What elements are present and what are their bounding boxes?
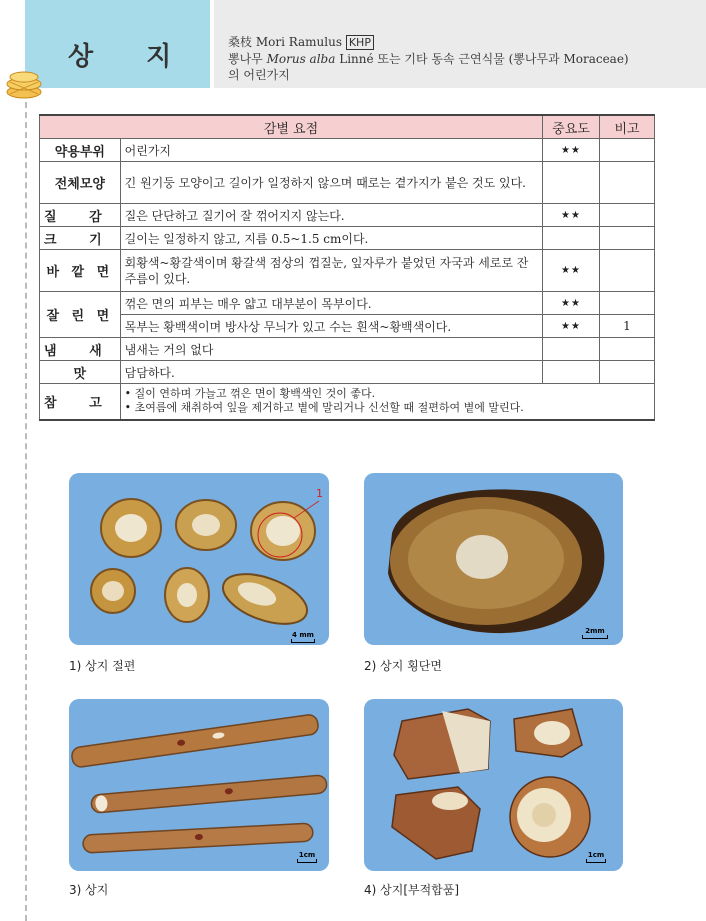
page-title: 상 지 <box>68 42 194 72</box>
figure-caption: 1) 상지 절편 <box>69 659 136 673</box>
importance-stars: ★★ <box>543 292 600 315</box>
photo-branches <box>69 699 329 871</box>
scale-bar <box>586 851 606 863</box>
scale-bar <box>297 851 317 863</box>
scale-label: 1cm <box>587 851 605 859</box>
importance-stars: ★★ <box>543 315 600 338</box>
row-label: 바 깥 면 <box>40 250 121 292</box>
branches-illustration <box>69 699 329 871</box>
table-row <box>40 315 655 338</box>
row-note <box>600 338 655 361</box>
row-note <box>600 139 655 162</box>
table-row <box>40 384 655 420</box>
row-text: 꺾은 면의 피부는 매우 얇고 대부분이 목부이다. <box>120 292 542 315</box>
row-text: 길이는 일정하지 않고, 지름 0.5~1.5 cm이다. <box>120 227 542 250</box>
importance-stars <box>543 162 600 204</box>
table-row <box>40 162 655 204</box>
reference-item: • 질이 연하며 가늘고 꺾은 면이 황백색인 것이 좋다. <box>124 387 376 401</box>
figure-caption: 2) 상지 횡단면 <box>364 659 442 673</box>
row-text: 회황색~황갈색이며 황갈색 점상의 껍질눈, 잎자루가 붙었던 자국과 세로로 잔주름이 있다. <box>120 250 542 292</box>
reference-notes <box>120 384 654 420</box>
cross-section-illustration <box>364 473 623 645</box>
col-header-importance: 중요도 <box>543 115 600 139</box>
scale-label: 2mm <box>585 627 605 635</box>
figure-caption: 4) 상지[부적합품] <box>364 883 460 897</box>
table-row <box>40 292 655 315</box>
scale-line <box>291 639 315 643</box>
row-note: 1 <box>600 315 655 338</box>
importance-stars <box>543 361 600 384</box>
row-note <box>600 361 655 384</box>
table-row <box>40 139 655 162</box>
scale-line <box>586 859 606 863</box>
table-row <box>40 361 655 384</box>
row-label: 냄 새 <box>40 338 121 361</box>
unsuitable-pieces-illustration <box>364 699 623 871</box>
photo-unsuitable-pieces <box>364 699 623 871</box>
figure-caption: 3) 상지 <box>69 883 109 897</box>
table-row <box>40 338 655 361</box>
table-header-row <box>40 115 655 139</box>
species-name: Morus alba <box>266 52 336 66</box>
row-label: 약용부위 <box>40 139 121 162</box>
row-label: 잘 린 면 <box>40 292 121 338</box>
photo-cross-section <box>364 473 623 645</box>
identification-table <box>39 114 655 421</box>
row-text: 담담하다. <box>120 361 542 384</box>
row-note <box>600 292 655 315</box>
herb-name: 桑枝 Mori Ramulus <box>228 35 343 49</box>
row-label: 참 고 <box>40 384 121 420</box>
row-label: 질 감 <box>40 204 121 227</box>
scale-label: 1cm <box>298 851 316 859</box>
row-label: 맛 <box>40 361 121 384</box>
col-header-note: 비고 <box>600 115 655 139</box>
row-text: 긴 원기둥 모양이고 길이가 일정하지 않으며 때로는 곁가지가 붙은 것도 있다. <box>120 162 542 204</box>
col-header-main: 감별 요점 <box>40 115 543 139</box>
table-row <box>40 204 655 227</box>
scale-bar <box>582 627 608 639</box>
header-line-3: 의 어린가지 <box>228 68 290 82</box>
row-note <box>600 227 655 250</box>
importance-stars <box>543 227 600 250</box>
importance-stars: ★★ <box>543 250 600 292</box>
scale-line <box>582 635 608 639</box>
row-text: 어린가지 <box>120 139 542 162</box>
row-text: 목부는 황백색이며 방사상 무늬가 있고 수는 흰색~황백색이다. <box>120 315 542 338</box>
margin-dashed-line <box>25 92 27 921</box>
row-note <box>600 162 655 204</box>
row-note <box>600 204 655 227</box>
importance-stars: ★★ <box>543 139 600 162</box>
plant-family: Linné 또는 기타 동속 근연식물 (뽕나무과 Moraceae) <box>339 52 629 66</box>
row-label: 전체모양 <box>40 162 121 204</box>
table-row <box>40 250 655 292</box>
marker-number: 1 <box>316 487 323 500</box>
row-text: 질은 단단하고 질기어 잘 꺾어지지 않는다. <box>120 204 542 227</box>
slices-illustration <box>69 473 329 645</box>
header-description <box>228 34 688 83</box>
header-line-1 <box>228 34 688 51</box>
importance-stars: ★★ <box>543 204 600 227</box>
row-text: 냄새는 거의 없다 <box>120 338 542 361</box>
photo-slices <box>69 473 329 645</box>
importance-stars <box>543 338 600 361</box>
scale-line <box>297 859 317 863</box>
table-row <box>40 227 655 250</box>
reference-item: • 초여름에 채취하여 잎을 제거하고 볕에 말리거나 신선할 때 절편하여 볕에 말린다. <box>124 401 524 415</box>
khp-badge: KHP <box>346 35 374 50</box>
header-line-2 <box>228 51 688 67</box>
row-note <box>600 250 655 292</box>
scale-bar <box>291 631 315 643</box>
scale-label: 4 mm <box>292 631 314 639</box>
row-label: 크 기 <box>40 227 121 250</box>
herb-bundle-icon <box>4 68 44 100</box>
plant-name: 뽕나무 <box>228 52 263 66</box>
